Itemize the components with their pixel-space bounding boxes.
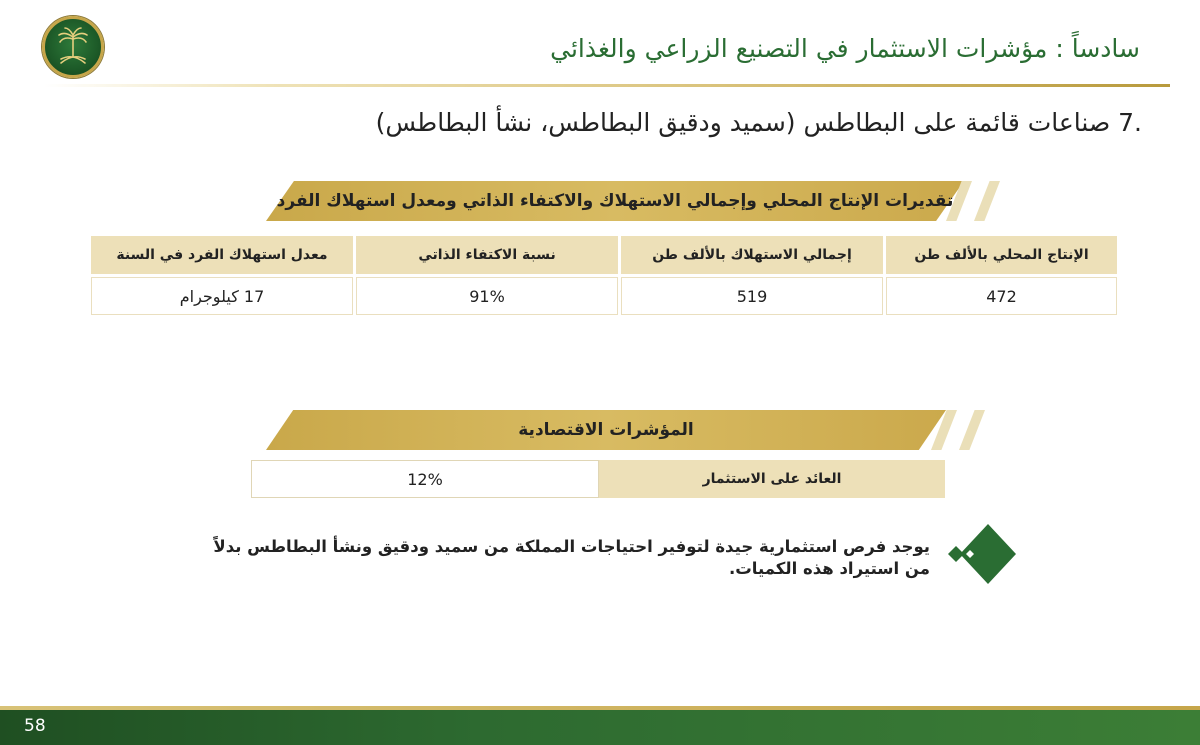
- header-title: سادساً : مؤشرات الاستثمار في التصنيع الزراعي والغذائي: [550, 34, 1140, 63]
- header-per-capita-consumption: معدل استهلاك الفرد في السنة: [91, 236, 353, 274]
- header-self-sufficiency: نسبة الاكتفاء الذاتي: [356, 236, 618, 274]
- estimates-table: [91, 236, 1117, 315]
- header-total-consumption: إجمالي الاستهلاك بالألف طن: [621, 236, 883, 274]
- estimates-ribbon: [266, 181, 964, 221]
- ribbon-stripe: [959, 410, 985, 450]
- roi-label: العائد على الاستثمار: [599, 460, 945, 498]
- diamond-bullet-icon: [944, 522, 1018, 586]
- ministry-logo: [42, 16, 104, 78]
- header-local-production: الإنتاج المحلي بالألف طن: [886, 236, 1117, 274]
- page-number: 58: [24, 716, 46, 736]
- footer-bar: [0, 710, 1200, 745]
- ribbon-stripe: [974, 181, 1000, 221]
- ribbon-stripes-decoration: [930, 181, 1005, 221]
- economic-table: [251, 460, 945, 498]
- ribbon-stripe: [946, 181, 972, 221]
- section-title: .7 صناعات قائمة على البطاطس (سميد ودقيق البطاطس، نشأ البطاطس): [375, 108, 1142, 137]
- table-row: [91, 277, 1117, 315]
- header-divider: [44, 84, 1170, 87]
- palm-swords-emblem-icon: [45, 19, 101, 75]
- ribbon-stripes-decoration: [915, 410, 990, 450]
- estimates-ribbon-title: تقديرات الإنتاج المحلي وإجمالي الاستهلاك والاكتفاء الذاتي ومعدل استهلاك الفرد: [276, 191, 954, 211]
- bullet-text: يوجد فرص استثمارية جيدة لتوفير احتياجات المملكة من سميد ودقيق ونشأ البطاطس بدلاً من استيراد هذه الكميات.: [213, 537, 930, 578]
- value-per-capita-consumption: 17 كيلوجرام: [91, 277, 353, 315]
- value-total-consumption: 519: [621, 277, 883, 315]
- economic-ribbon-title: المؤشرات الاقتصادية: [518, 420, 694, 440]
- roi-value: 12%: [251, 460, 599, 498]
- economic-ribbon: [266, 410, 946, 450]
- value-self-sufficiency: 91%: [356, 277, 618, 315]
- ribbon-stripe: [931, 410, 957, 450]
- table-header-row: [91, 236, 1117, 274]
- value-local-production: 472: [886, 277, 1117, 315]
